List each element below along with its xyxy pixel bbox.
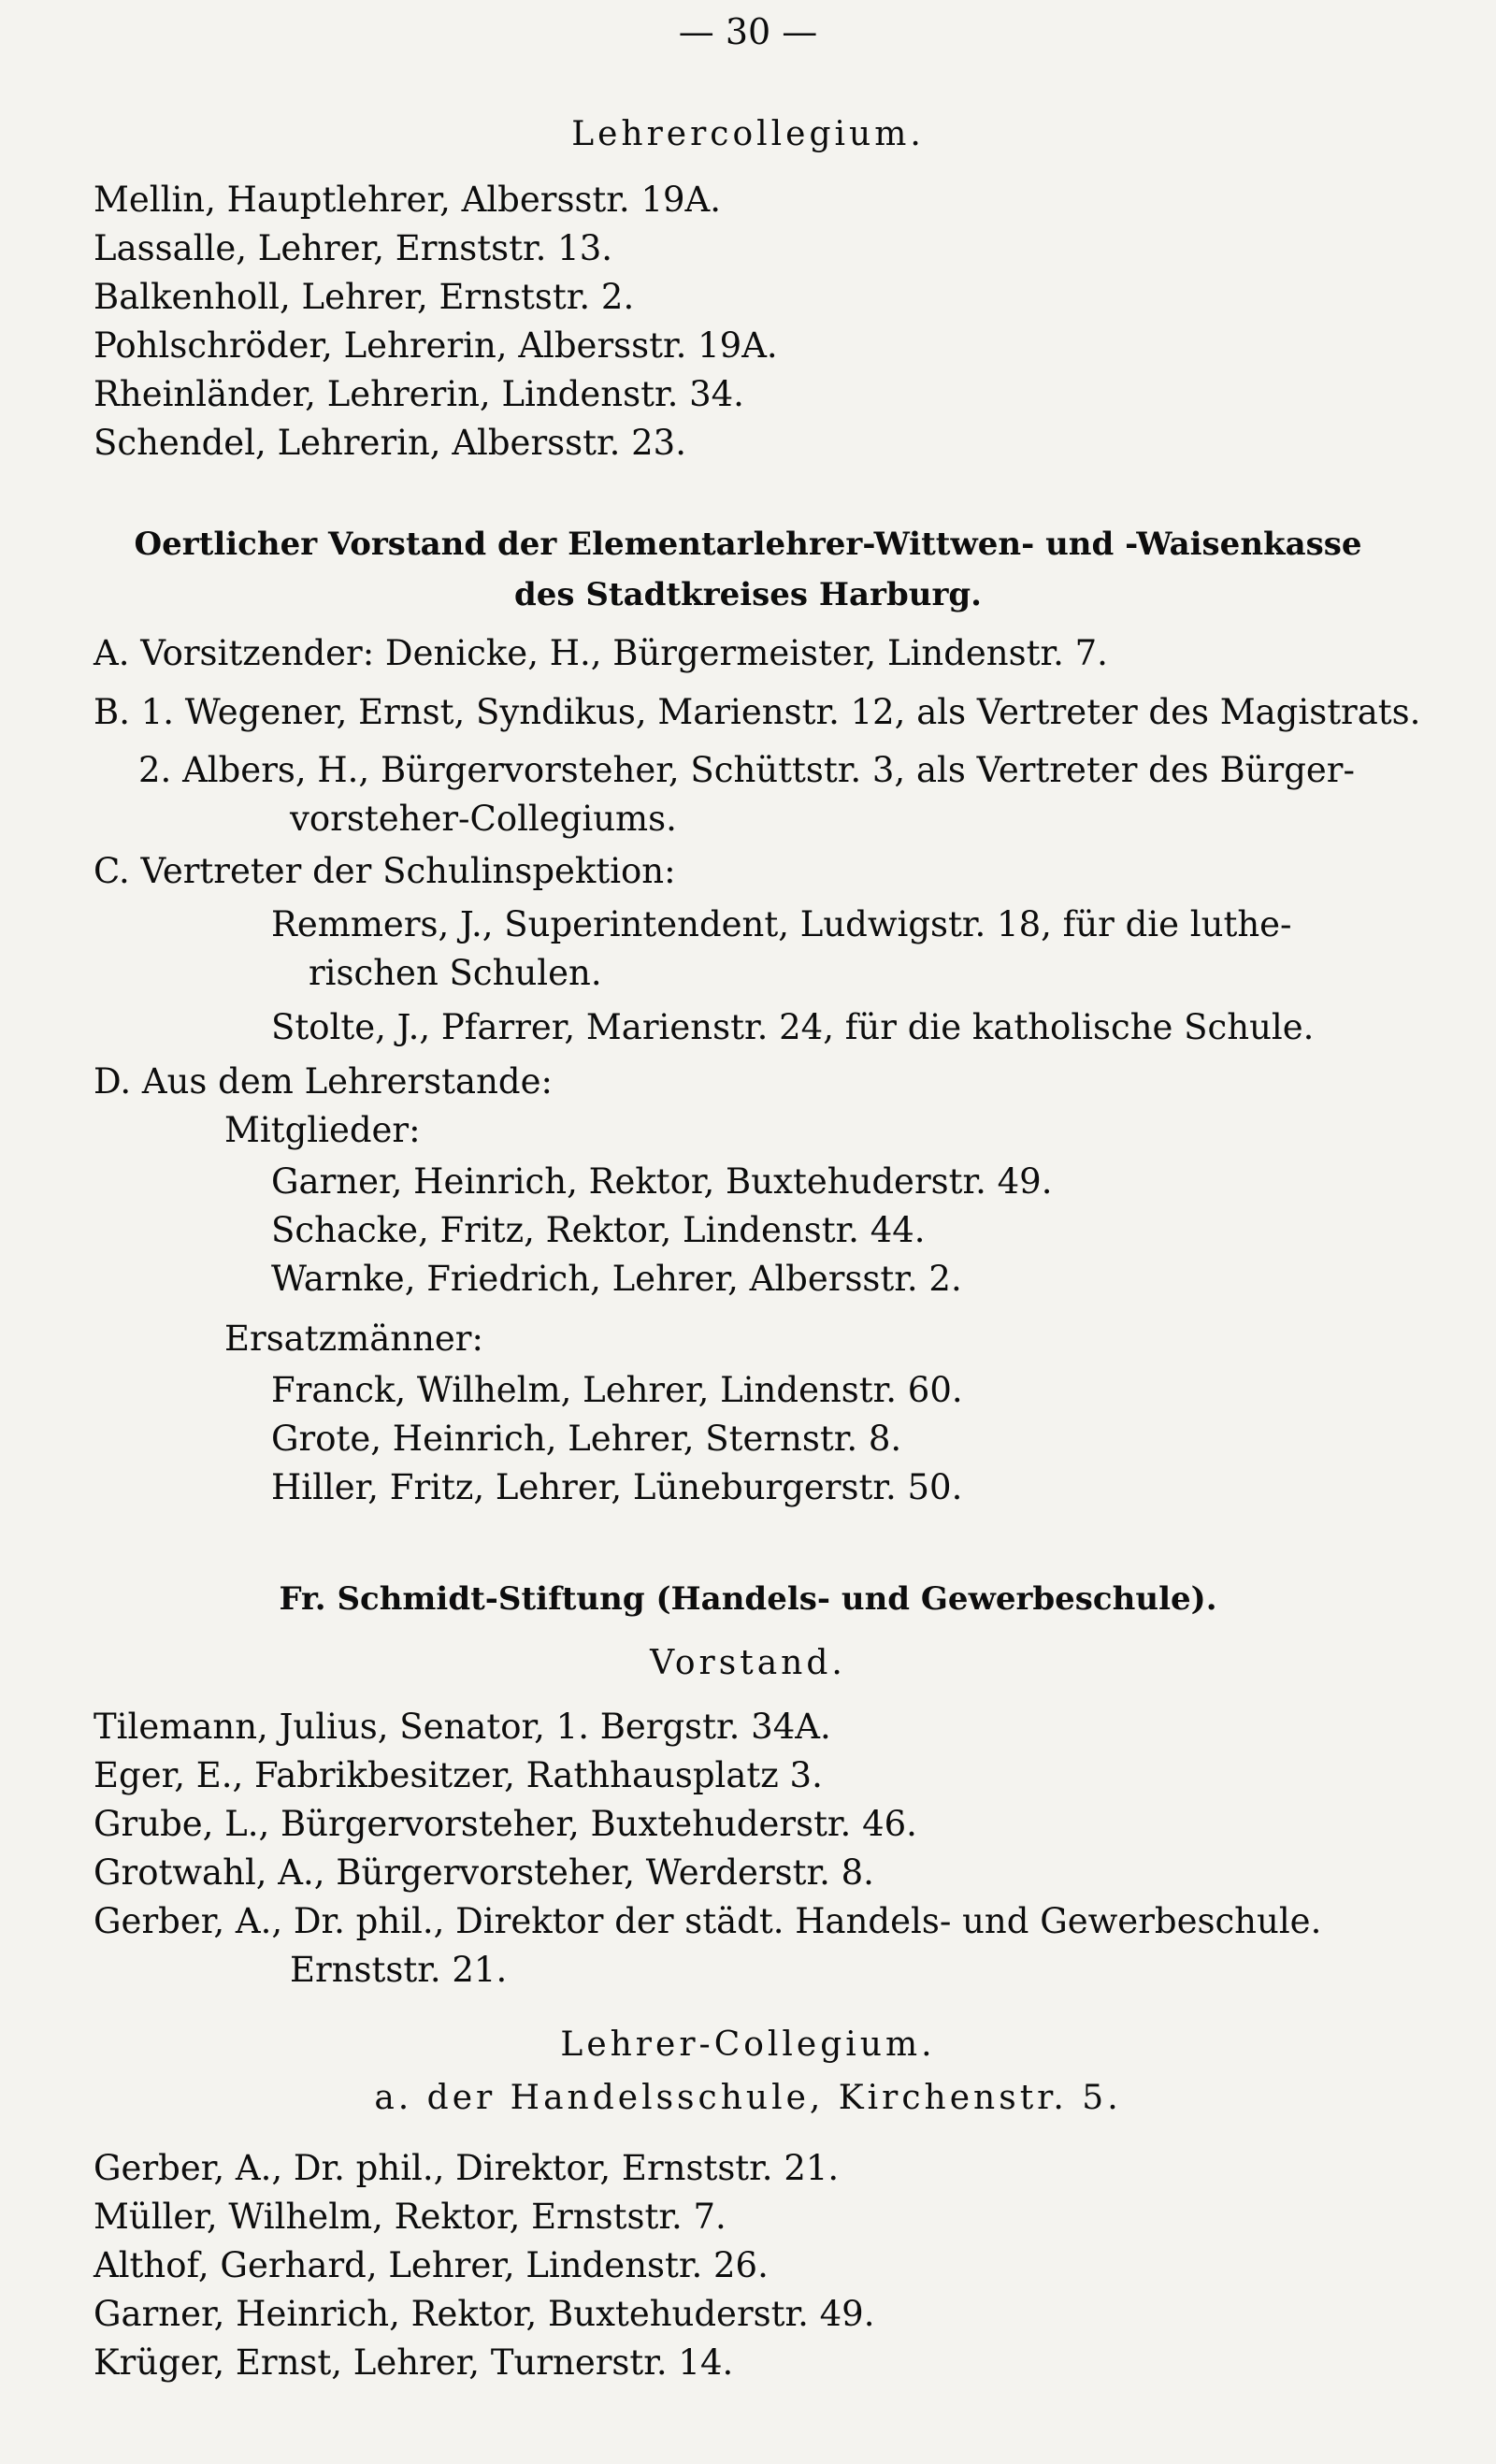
list-item: Eger, E., Fabrikbesitzer, Rathhausplatz 3.	[94, 1755, 823, 1795]
c-line: C. Vertreter der Schulinspektion:	[94, 851, 676, 891]
b2-line-cont: vorsteher-Collegiums.	[290, 799, 677, 839]
vorsitzender-line: A. Vorsitzender: Denicke, H., Bürgermeister, Lindenstr. 7.	[94, 633, 1108, 673]
d-line: D. Aus dem Lehrerstande:	[94, 1061, 553, 1102]
list-item: Franck, Wilhelm, Lehrer, Lindenstr. 60.	[271, 1370, 963, 1410]
list-item: Gerber, A., Dr. phil., Direktor, Ernststr. 21.	[94, 2148, 840, 2188]
list-item: Mellin, Hauptlehrer, Albersstr. 19A.	[94, 180, 722, 220]
mitglieder-label: Mitglieder:	[224, 1110, 421, 1150]
list-item: Garner, Heinrich, Rektor, Buxtehuderstr. 49.	[271, 1161, 1053, 1202]
list-item: Schendel, Lehrerin, Albersstr. 23.	[94, 423, 686, 463]
lehrercollegium-heading: Lehrercollegium.	[571, 115, 925, 153]
list-item: Grote, Heinrich, Lehrer, Sternstr. 8.	[271, 1419, 902, 1459]
list-item: Balkenholl, Lehrer, Ernststr. 2.	[94, 277, 635, 317]
list-item: Grotwahl, A., Bürgervorsteher, Werderstr. 8.	[94, 1852, 874, 1893]
list-item: Hiller, Fritz, Lehrer, Lüneburgerstr. 50.	[271, 1467, 963, 1507]
c1-line: Remmers, J., Superintendent, Ludwigstr. 18, für die luthe-	[271, 904, 1292, 944]
list-item: Althof, Gerhard, Lehrer, Lindenstr. 26.	[94, 2245, 769, 2285]
c1-line-cont: rischen Schulen.	[309, 953, 602, 993]
ersatz-label: Ersatzmänner:	[224, 1318, 483, 1359]
list-item: Garner, Heinrich, Rektor, Buxtehuderstr. 49.	[94, 2294, 875, 2334]
vorstand-heading: Vorstand.	[650, 1644, 846, 1682]
list-item: Müller, Wilhelm, Rektor, Ernststr. 7.	[94, 2197, 726, 2237]
list-item: Schacke, Fritz, Rektor, Lindenstr. 44.	[271, 1210, 926, 1250]
gerber-line: Gerber, A., Dr. phil., Direktor der städt. Handels- und Gewerbeschule.	[94, 1901, 1322, 1941]
list-item: Grube, L., Bürgervorsteher, Buxtehuderstr. 46.	[94, 1804, 917, 1844]
list-item: Warnke, Friedrich, Lehrer, Albersstr. 2.	[271, 1259, 962, 1299]
kasse-heading-line1: Oertlicher Vorstand der Elementarlehrer-Wittwen- und -Waisenkasse	[134, 526, 1362, 563]
list-item: Pohlschröder, Lehrerin, Albersstr. 19A.	[94, 325, 778, 366]
list-item: Rheinländer, Lehrerin, Lindenstr. 34.	[94, 374, 744, 414]
list-item: Tilemann, Julius, Senator, 1. Bergstr. 34A.	[94, 1707, 831, 1747]
b1-line: B. 1. Wegener, Ernst, Syndikus, Marienstr. 12, als Vertreter des Magistrats.	[94, 692, 1421, 732]
b2-line: 2. Albers, H., Bürgervorsteher, Schüttstr. 3, als Vertreter des Bürger-	[138, 750, 1355, 790]
c2-line: Stolte, J., Pfarrer, Marienstr. 24, für die katholische Schule.	[271, 1007, 1315, 1047]
list-item: Krüger, Ernst, Lehrer, Turnerstr. 14.	[94, 2342, 734, 2383]
list-item: Lassalle, Lehrer, Ernststr. 13.	[94, 228, 612, 268]
collegium-heading: Lehrer-Collegium.	[560, 2025, 936, 2064]
stiftung-heading: Fr. Schmidt-Stiftung (Handels- und Gewerbeschule).	[279, 1580, 1217, 1618]
gerber-line-cont: Ernststr. 21.	[290, 1950, 508, 1990]
kasse-heading-line2: des Stadtkreises Harburg.	[513, 576, 982, 613]
handelsschule-heading: a. der Handelsschule, Kirchenstr. 5.	[374, 2079, 1122, 2117]
page-number: — 30 —	[678, 11, 818, 52]
